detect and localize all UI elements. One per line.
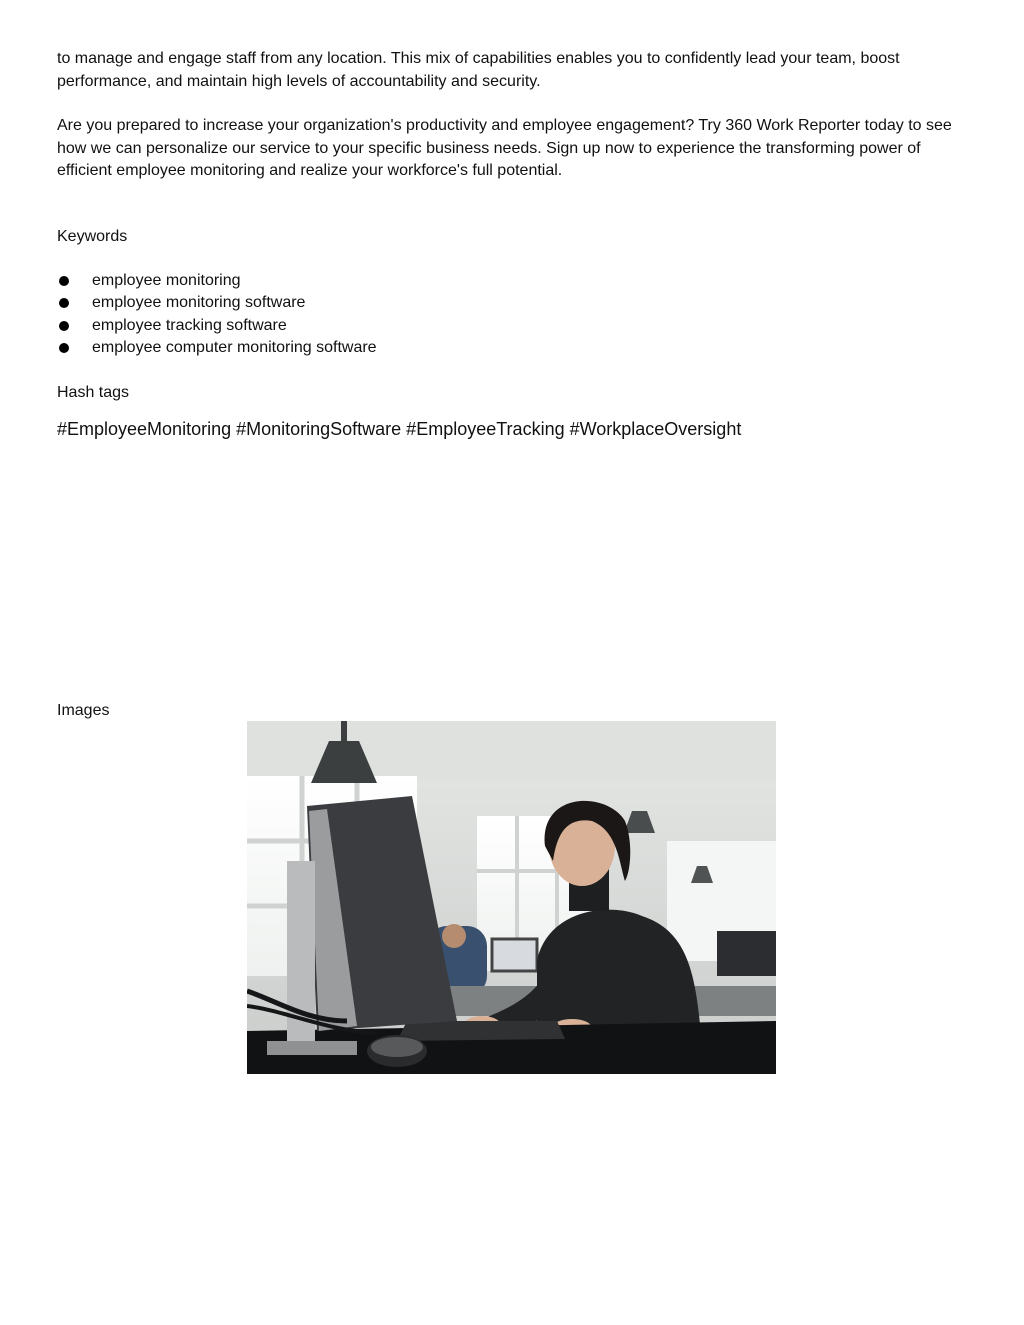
keyword-text: employee monitoring (92, 271, 241, 289)
bullet-icon (59, 321, 69, 331)
keywords-list (57, 270, 967, 360)
document-body (57, 48, 967, 441)
keyword-text: employee computer monitoring software (92, 339, 377, 356)
intro-paragraph: to manage and engage staff from any location. This mix of capabilities enables you to confidently lead your team, boost performance, and maintain high levels of accountability and security. (57, 50, 900, 90)
keyword-text: employee tracking software (92, 316, 287, 334)
keyword-text: employee monitoring software (92, 294, 306, 311)
list-item (57, 270, 967, 293)
list-item (57, 292, 967, 315)
keywords-heading: Keywords (57, 227, 128, 245)
list-item (57, 337, 967, 360)
list-item (57, 315, 967, 338)
hashtags-heading: Hash tags (57, 383, 130, 401)
images-heading: Images (57, 702, 110, 719)
hashtags-line: #EmployeeMonitoring #MonitoringSoftware #EmployeeTracking #WorkplaceOversight (57, 418, 742, 439)
bullet-icon (59, 276, 69, 286)
bullet-icon (59, 343, 69, 353)
bullet-icon (59, 298, 69, 308)
office-photo (247, 721, 776, 1074)
call-to-action-paragraph: Are you prepared to increase your organization's productivity and employee engagement? Try 360 Work Reporter today to see how we can personalize our service to your specific business needs. Sign up now to experience the transforming power of efficient employee monitoring and realize your workforce's full potential. (57, 117, 952, 179)
